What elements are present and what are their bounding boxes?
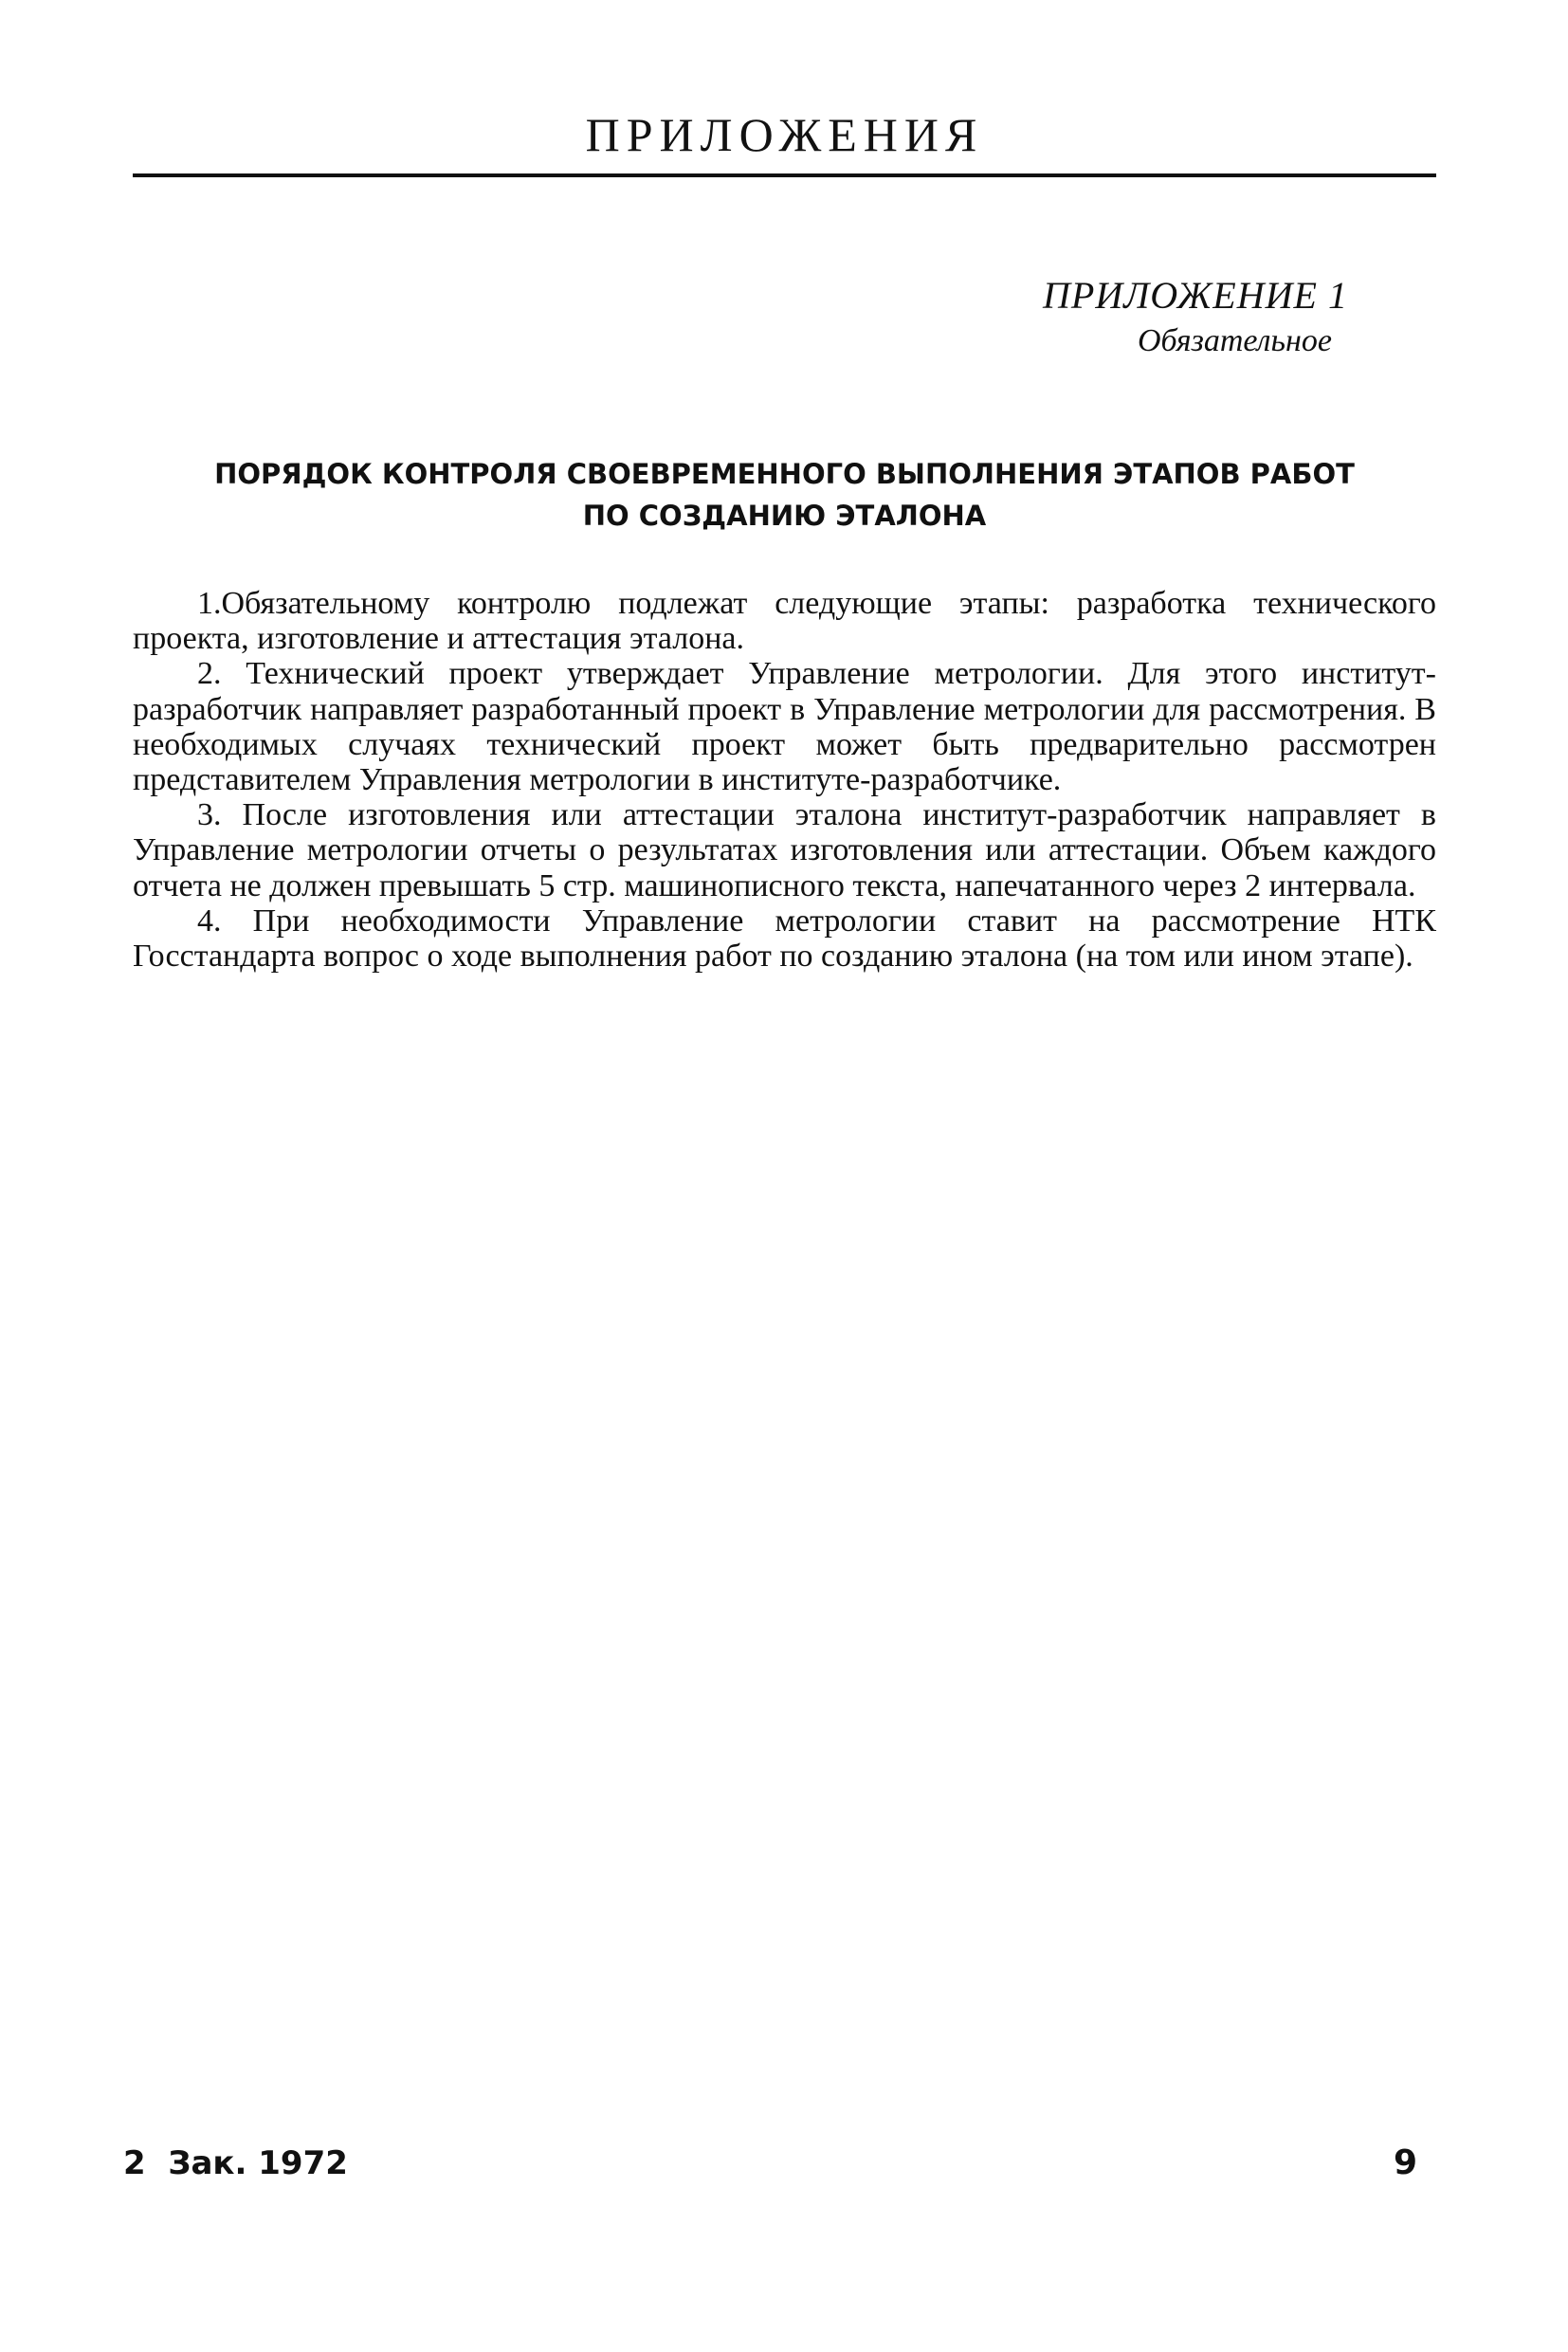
- document-body: [133, 586, 1436, 974]
- paragraph-2: 2. Технический проект утверждает Управление метрологии. Для этого институт-разработчик направляет разработанный проект в Управление метрологии для рассмотрения. В необходимых случаях технический проект может быть предварительно рассмотрен представителем Управления метрологии в институте-разработчике.: [133, 656, 1436, 798]
- appendix-label: ПРИЛОЖЕНИЕ 1: [1043, 274, 1348, 317]
- paragraph-3: 3. После изготовления или аттестации эталона институт-разработчик направляет в Управление метрологии отчеты о результатах изготовления или аттестации. Объем каждого отчета не должен превышать 5 стр. машинописного текста, напечатанного через 2 интервала.: [133, 797, 1436, 903]
- title-rule: [133, 173, 1436, 177]
- paragraph-1: 1.Обязательному контролю подлежат следующие этапы: разработка технического проекта, изготовление и аттестация эталона.: [133, 586, 1436, 657]
- document-heading-line-2: ПО СОЗДАНИЮ ЭТАЛОНА: [582, 500, 987, 532]
- paragraph-4: 4. При необходимости Управление метрологии ставит на рассмотрение НТК Госстандарта вопрос о ходе выполнения работ по созданию эталона (на том или ином этапе).: [133, 903, 1436, 975]
- appendix-note: Обязательное: [1138, 323, 1332, 358]
- document-heading-line-1: ПОРЯДОК КОНТРОЛЯ СВОЕВРЕМЕННОГО ВЫПОЛНЕНИЯ ЭТАПОВ РАБОТ: [214, 458, 1355, 490]
- document-heading: [161, 453, 1408, 537]
- section-title: ПРИЛОЖЕНИЯ: [585, 108, 984, 161]
- print-order-signature: 2 Зак. 1972: [123, 2144, 348, 2182]
- page-number: 9: [1394, 2143, 1418, 2182]
